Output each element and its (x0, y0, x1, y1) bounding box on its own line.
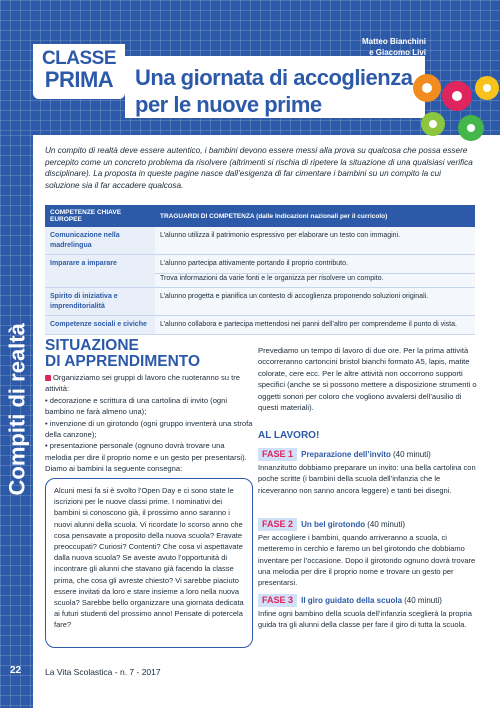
instruction-quote-box: Alcuni mesi fa si è svolto l’Open Day e ci sono state le iscrizioni per le nuove classi prime. I nominativi dei bambini si conoscono già, il prossimo anno saranno i nuovi alunni della scuola. Vi ricordate lo scorso anno che cosa pensavate a proposito della nuova scuola? Eravate preoccupati? Curiosi? Contenti? Che cosa vi aspettavate dalla nuova scuola? Se aveste avuto l’opportunità di incontrare gli alunni che stavano già facendo la classe prima, che cosa gli avreste chiesto? Vi sarebbe piaciuto essere invitati da loro e stare insieme a loro nella nuova scuola? Sarebbe bello organizzare una giornata dedicata ai futuri studenti del prossimo anno! Pensate di potercela fare? (45, 478, 253, 648)
page-title (135, 64, 425, 118)
situation-body (45, 372, 253, 475)
phase-title: Preparazione dell’invito (301, 450, 391, 459)
phase-duration: (40 minuti) (393, 450, 431, 459)
title-line-2: per le nuove prime (135, 92, 322, 117)
table-row-value: L’alunno partecipa attivamente portando il proprio contributo. (155, 255, 475, 274)
phase-duration: (40 minuti) (367, 520, 405, 529)
table-row (45, 316, 475, 335)
phase-title: Un bel girotondo (301, 520, 366, 529)
situation-heading-line-2: DI APPRENDIMENTO (45, 353, 201, 370)
table-row (45, 255, 475, 274)
class-level: PRIMA (44, 67, 114, 92)
list-item: • presentazione personale (ognuno dovrà trovare una melodia per dire il proprio nome e un gesto per presentarsi). (45, 441, 247, 462)
table-row-value: Trova informazioni da varie fonti e le organizza per risolvere un compito. (155, 273, 475, 288)
intro-paragraph: Un compito di realtà deve essere autentico, i bambini devono essere messi alla prova su qualcosa che possa essere percepito come un concreto problema da risolvere (altrimenti si rischia di ripetere la situazione di una qualsiasi verifica disciplinare). La proposta in queste pagine nasce dall’esigenza di far cimentare i bambini su un compito la cui soluzione sia il far accadere qualcosa. (45, 146, 473, 190)
footer-publication: La Vita Scolastica - n. 7 - 2017 (45, 667, 161, 677)
sidebar-strip (0, 135, 33, 708)
header-banner (0, 0, 500, 135)
phase-tag: FASE 1 (258, 448, 297, 461)
page-number: 22 (10, 665, 22, 676)
table-row (45, 288, 475, 316)
table-header-row (45, 205, 475, 227)
author-2: e Giacomo Livi (369, 48, 426, 57)
phase-tag: FASE 2 (258, 518, 297, 531)
class-label: CLASSE (41, 48, 117, 69)
consegna-line: Diamo ai bambini la seguente consegna: (45, 464, 183, 474)
phase-1 (258, 448, 478, 496)
phase-2 (258, 518, 478, 588)
al-lavoro-heading: AL LAVORO! (258, 430, 320, 441)
square-bullet-icon (45, 375, 51, 381)
table-row (45, 227, 475, 255)
phase-3 (258, 594, 478, 631)
table-header-col1: COMPETENZE CHIAVE EUROPEE (45, 205, 155, 227)
table-row-key: Competenze sociali e civiche (45, 316, 155, 335)
situation-heading-line-1: SITUAZIONE (45, 337, 139, 354)
table-row-key: Comunicazione nella madrelingua (45, 227, 155, 255)
list-item: • decorazione e scrittura di una cartolina di invito (ogni bambino ne farà almeno una); (45, 395, 228, 417)
phase-tag: FASE 3 (258, 594, 297, 607)
phase-text: Innanzitutto dobbiamo preparare un invito: una bella cartolina con poche scritte (i bambini della scuola dell’infanzia che le riceveranno non sanno ancora leggere) e tanti bei disegni. (258, 463, 476, 495)
competences-table (45, 205, 475, 335)
list-item: • invenzione di un girotondo (ogni gruppo inventerà una strofa della canzone); (45, 418, 253, 440)
table-row-key: Imparare a imparare (45, 255, 155, 288)
phase-text: Infine ogni bambino della scuola dell’infanzia sceglierà la propria guida tra gli alunni della classe per fare il giro di tutta la scuola. (258, 609, 472, 630)
table-row-key: Spirito di iniziativa e imprenditorialità (45, 288, 155, 316)
gears-icon (405, 68, 500, 148)
phase-title: Il giro guidato della scuola (301, 596, 403, 605)
class-label-box (33, 44, 125, 99)
table-header-col2: TRAGUARDI DI COMPETENZA (dalle Indicazioni nazionali per il curricolo) (155, 205, 475, 227)
section-label: Compiti di realtà (4, 323, 30, 496)
situation-heading (45, 338, 245, 370)
table-row-value: L’alunno collabora e partecipa mettendosi nei panni dell’altro per comprenderne il punto di vista. (155, 316, 475, 335)
title-line-1: Una giornata di accoglienza (135, 65, 413, 90)
phase-text: Per accogliere i bambini, quando arriveranno a scuola, ci metteremo in cerchio e faremo un bel girotondo che dobbiamo inventare per l’occasione. Dopo il girotondo ognuno dovrà trovare una melodia per dire il proprio nome e trovare un gesto per presentarsi. (258, 533, 476, 588)
phase-duration: (40 minuti) (404, 596, 442, 605)
table-row-value: L’alunno utilizza il patrimonio espressivo per elaborare un testo con immagini. (155, 227, 475, 255)
situation-intro: Organizziamo sei gruppi di lavoro che ruoteranno su tre attività: (45, 373, 240, 394)
time-materials-paragraph: Prevediamo un tempo di lavoro di due ore. Per la prima attività occorreranno cartoncini bristol bianchi formato A5, lapis, matite colorate, cere ecc. Per le altre attività non occorrono supporti specifici (anche se si possono mettere a disposizione strumenti o oggetti sonori per coloro che vogliono avvalersi dell’ausilio di questi materiali). (258, 346, 477, 413)
author-1: Matteo Bianchini (361, 37, 426, 46)
authors (326, 36, 426, 58)
table-row-value: L’alunno progetta e pianifica un contesto di accoglienza proponendo soluzioni originali. (155, 288, 475, 316)
